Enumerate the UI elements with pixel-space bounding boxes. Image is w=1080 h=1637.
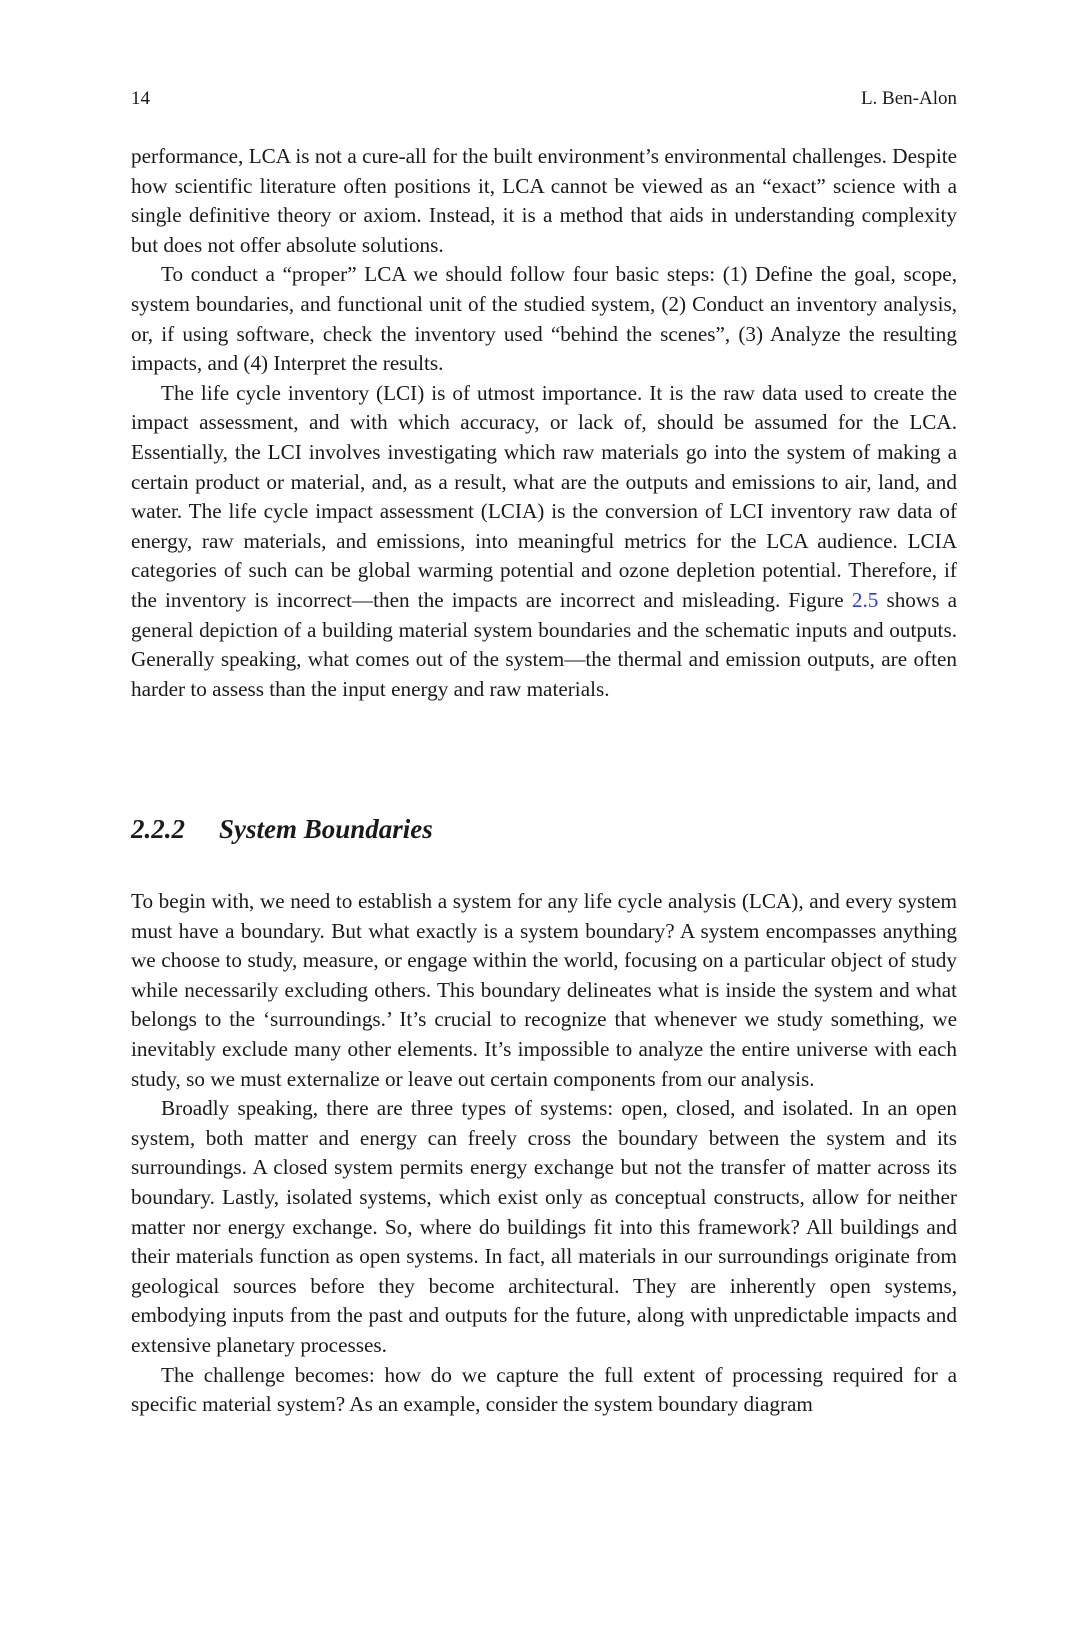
running-head-author: L. Ben-Alon (860, 88, 957, 109)
paragraph-lci-text-end: shows a general depiction of a building material system boundaries and the schematic inputs and outputs. Generally speaking, what comes out of the system—the thermal and emission outputs, are often harder to assess than the input energy and raw materials. (131, 587, 957, 701)
page-number: 14 (131, 88, 150, 109)
figure-reference-link[interactable]: 2.5 (851, 587, 879, 612)
paragraph-system-types: Broadly speaking, there are three types of systems: open, closed, and isolated. In an open system, both matter and energy can freely cross the boundary between the system and its surroundings. A closed system permits energy exchange but not the transfer of matter across its boundary. Lastly, isolated systems, which exist only as conceptual constructs, allow for neither matter nor energy exchange. So, where do buildings fit into this framework? All buildings and their materials function as open systems. In fact, all materials in our surroundings originate from geological sources before they become architectural. They are inherently open systems, embodying inputs from the past and outputs for the future, along with unpredictable impacts and extensive planetary processes. (131, 1096, 957, 1357)
paragraph-lca-limitations: performance, LCA is not a cure-all for the built environment’s environmental challenges. Despite how scientific literature often positions it, LCA cannot be viewed as an “exact” science with a single definitive theory or axiom. Instead, it is a method that aids in understanding complexity but does not offer absolute solutions. (131, 144, 957, 257)
paragraph-system-definition: To begin with, we need to establish a system for any life cycle analysis (LCA), and every system must have a boundary. But what exactly is a system boundary? A system encompasses anything we choose to study, measure, or engage within the world, focusing on a particular object of study while necessarily excluding others. This boundary delineates what is inside the system and what belongs to the ‘surroundings.’ It’s crucial to recognize that whenever we study something, we inevitably exclude many other elements. It’s impossible to analyze the entire universe with each study, so we must externalize or leave out certain components from our analysis. (131, 889, 957, 1091)
paragraph-challenge: The challenge becomes: how do we capture the full extent of processing required for a specific material system? As an example, consider the system boundary diagram (131, 1362, 957, 1417)
page (131, 0, 957, 1637)
section-heading (131, 812, 957, 846)
section-number: 2.2.2 (131, 814, 185, 844)
paragraph-lca-steps: To conduct a “proper” LCA we should follow four basic steps: (1) Define the goal, scope, system boundaries, and functional unit of the studied system, (2) Conduct an inventory analysis, or, if using software, check the inventory used “behind the scenes”, (3) Analyze the resulting impacts, and (4) Interpret the results. (131, 262, 957, 376)
paragraph-lci-text-start: The life cycle inventory (LCI) is of utmost importance. It is the raw data used to create the impact assessment, and with which accuracy, or lack of, should be assumed for the LCA. Essentially, the LCI involves investigating which raw materials go into the system of making a certain product or material, and, as a result, what are the outputs and emissions to air, land, and water. The life cycle impact assessment (LCIA) is the conversion of LCI inventory raw data of energy, raw materials, and emissions, into meaningful metrics for the LCA audience. LCIA categories of such can be global warming potential and ozone depletion potential. Therefore, if the inventory is incorrect—then the impacts are incorrect and misleading. Figure (131, 380, 957, 612)
section-title: System Boundaries (219, 814, 433, 844)
paragraph-lci (131, 379, 957, 705)
body-text-system-boundaries (131, 887, 957, 1420)
body-text-intro (131, 142, 957, 704)
